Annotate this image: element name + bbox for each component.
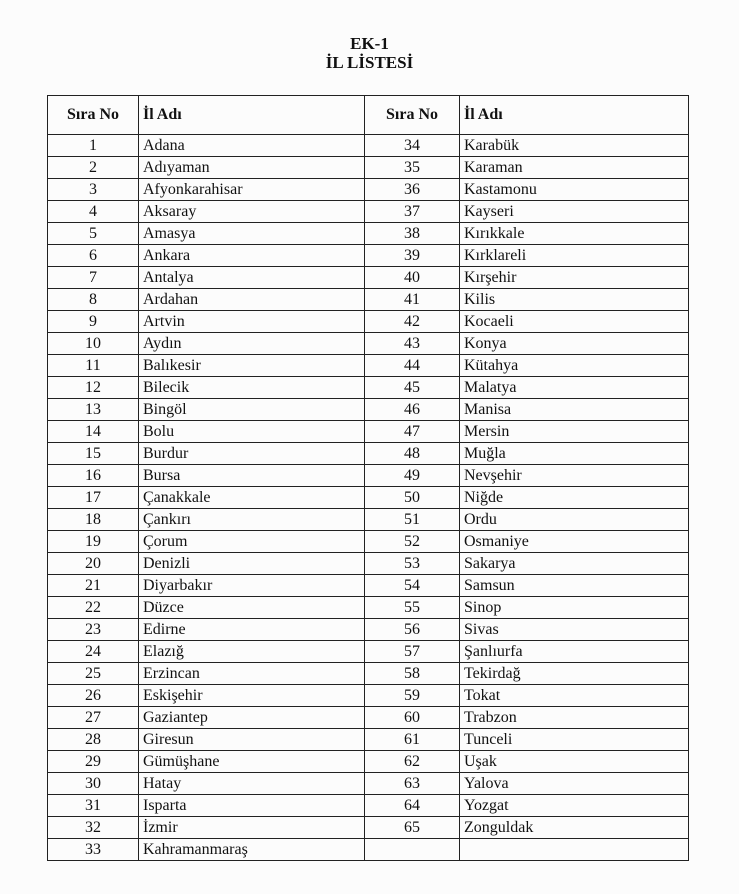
province-name-left: Ardahan	[139, 289, 365, 311]
header-order-no-right: Sıra No	[365, 96, 460, 135]
order-no-left: 6	[48, 245, 139, 267]
order-no-right: 55	[365, 597, 460, 619]
province-name-right: Kastamonu	[460, 179, 689, 201]
order-no-left: 33	[48, 839, 139, 861]
order-no-right: 41	[365, 289, 460, 311]
order-no-left: 10	[48, 333, 139, 355]
order-no-right: 35	[365, 157, 460, 179]
province-name-left: Bolu	[139, 421, 365, 443]
table-row	[48, 311, 689, 333]
order-no-left: 11	[48, 355, 139, 377]
order-no-right: 40	[365, 267, 460, 289]
province-name-right: Tokat	[460, 685, 689, 707]
header-order-no-left: Sıra No	[48, 96, 139, 135]
document-subtitle: İL LİSTESİ	[325, 53, 414, 72]
order-no-right: 46	[365, 399, 460, 421]
order-no-right	[365, 839, 460, 861]
order-no-right: 34	[365, 135, 460, 157]
province-name-right: Sinop	[460, 597, 689, 619]
province-name-right: Nevşehir	[460, 465, 689, 487]
order-no-right: 57	[365, 641, 460, 663]
province-name-right: Karaman	[460, 157, 689, 179]
order-no-right: 61	[365, 729, 460, 751]
province-name-left: Aksaray	[139, 201, 365, 223]
order-no-right: 45	[365, 377, 460, 399]
order-no-right: 44	[365, 355, 460, 377]
province-name-left: Kahramanmaraş	[139, 839, 365, 861]
order-no-left: 12	[48, 377, 139, 399]
order-no-left: 3	[48, 179, 139, 201]
order-no-right: 56	[365, 619, 460, 641]
province-name-right: Kırklareli	[460, 245, 689, 267]
province-name-right: Trabzon	[460, 707, 689, 729]
province-name-right: Kütahya	[460, 355, 689, 377]
order-no-left: 18	[48, 509, 139, 531]
province-name-right: Kilis	[460, 289, 689, 311]
order-no-right: 63	[365, 773, 460, 795]
province-name-right	[460, 839, 689, 861]
province-name-right: Niğde	[460, 487, 689, 509]
order-no-right: 58	[365, 663, 460, 685]
province-name-left: Balıkesir	[139, 355, 365, 377]
province-name-left: Çanakkale	[139, 487, 365, 509]
province-name-left: Hatay	[139, 773, 365, 795]
province-name-left: Antalya	[139, 267, 365, 289]
order-no-right: 39	[365, 245, 460, 267]
province-name-left: Elazığ	[139, 641, 365, 663]
province-name-left: Adıyaman	[139, 157, 365, 179]
province-name-right: Tunceli	[460, 729, 689, 751]
province-name-left: Edirne	[139, 619, 365, 641]
province-name-right: Sivas	[460, 619, 689, 641]
table-header	[48, 96, 689, 135]
table-row	[48, 839, 689, 861]
header-row	[48, 96, 689, 135]
order-no-right: 64	[365, 795, 460, 817]
order-no-right: 51	[365, 509, 460, 531]
table-row	[48, 355, 689, 377]
province-list-table	[47, 95, 689, 861]
document-title: EK-1	[350, 34, 389, 53]
table-row	[48, 795, 689, 817]
province-name-left: Erzincan	[139, 663, 365, 685]
table-row	[48, 597, 689, 619]
order-no-left: 19	[48, 531, 139, 553]
province-name-left: Aydın	[139, 333, 365, 355]
province-name-right: Konya	[460, 333, 689, 355]
province-name-right: Malatya	[460, 377, 689, 399]
order-no-left: 28	[48, 729, 139, 751]
province-name-left: Çankırı	[139, 509, 365, 531]
order-no-right: 37	[365, 201, 460, 223]
order-no-left: 26	[48, 685, 139, 707]
province-name-right: Kayseri	[460, 201, 689, 223]
order-no-left: 9	[48, 311, 139, 333]
province-name-left: Burdur	[139, 443, 365, 465]
order-no-right: 42	[365, 311, 460, 333]
table-row	[48, 421, 689, 443]
table-row	[48, 707, 689, 729]
table-row	[48, 377, 689, 399]
table-row	[48, 663, 689, 685]
province-name-left: Diyarbakır	[139, 575, 365, 597]
table-row	[48, 223, 689, 245]
order-no-left: 4	[48, 201, 139, 223]
order-no-right: 53	[365, 553, 460, 575]
province-name-left: Gaziantep	[139, 707, 365, 729]
province-name-left: Bursa	[139, 465, 365, 487]
order-no-right: 47	[365, 421, 460, 443]
order-no-left: 27	[48, 707, 139, 729]
header-province-name-left: İl Adı	[139, 96, 365, 135]
province-name-right: Kocaeli	[460, 311, 689, 333]
order-no-right: 62	[365, 751, 460, 773]
table-row	[48, 201, 689, 223]
order-no-right: 48	[365, 443, 460, 465]
province-name-right: Muğla	[460, 443, 689, 465]
order-no-right: 60	[365, 707, 460, 729]
order-no-left: 20	[48, 553, 139, 575]
table-row	[48, 333, 689, 355]
order-no-right: 59	[365, 685, 460, 707]
order-no-left: 32	[48, 817, 139, 839]
table-row	[48, 729, 689, 751]
province-name-left: Giresun	[139, 729, 365, 751]
order-no-left: 22	[48, 597, 139, 619]
table-row	[48, 399, 689, 421]
table-row	[48, 641, 689, 663]
province-name-right: Manisa	[460, 399, 689, 421]
table-row	[48, 465, 689, 487]
order-no-left: 13	[48, 399, 139, 421]
order-no-right: 36	[365, 179, 460, 201]
province-name-right: Yozgat	[460, 795, 689, 817]
order-no-left: 25	[48, 663, 139, 685]
order-no-left: 14	[48, 421, 139, 443]
province-name-left: Bingöl	[139, 399, 365, 421]
order-no-right: 38	[365, 223, 460, 245]
province-name-left: Denizli	[139, 553, 365, 575]
province-name-right: Tekirdağ	[460, 663, 689, 685]
table-row	[48, 267, 689, 289]
province-name-right: Yalova	[460, 773, 689, 795]
table-row	[48, 135, 689, 157]
order-no-left: 23	[48, 619, 139, 641]
order-no-left: 30	[48, 773, 139, 795]
table-row	[48, 509, 689, 531]
order-no-left: 7	[48, 267, 139, 289]
order-no-left: 15	[48, 443, 139, 465]
order-no-right: 43	[365, 333, 460, 355]
table-row	[48, 773, 689, 795]
table-row	[48, 443, 689, 465]
order-no-left: 24	[48, 641, 139, 663]
table-row	[48, 685, 689, 707]
table-row	[48, 575, 689, 597]
order-no-left: 16	[48, 465, 139, 487]
province-name-right: Uşak	[460, 751, 689, 773]
province-name-left: Gümüşhane	[139, 751, 365, 773]
province-name-right: Kırşehir	[460, 267, 689, 289]
province-name-left: Eskişehir	[139, 685, 365, 707]
province-name-right: Mersin	[460, 421, 689, 443]
order-no-left: 2	[48, 157, 139, 179]
province-name-right: Sakarya	[460, 553, 689, 575]
province-name-left: Afyonkarahisar	[139, 179, 365, 201]
table-row	[48, 487, 689, 509]
table-row	[48, 245, 689, 267]
order-no-left: 29	[48, 751, 139, 773]
table-row	[48, 531, 689, 553]
province-name-left: Bilecik	[139, 377, 365, 399]
order-no-left: 17	[48, 487, 139, 509]
order-no-right: 50	[365, 487, 460, 509]
header-province-name-right: İl Adı	[460, 96, 689, 135]
order-no-right: 54	[365, 575, 460, 597]
order-no-right: 49	[365, 465, 460, 487]
province-name-left: Isparta	[139, 795, 365, 817]
table-row	[48, 751, 689, 773]
table-row	[48, 289, 689, 311]
table-body	[48, 135, 689, 861]
order-no-left: 1	[48, 135, 139, 157]
order-no-left: 5	[48, 223, 139, 245]
province-name-right: Ordu	[460, 509, 689, 531]
province-name-left: Amasya	[139, 223, 365, 245]
province-name-right: Karabük	[460, 135, 689, 157]
province-name-right: Zonguldak	[460, 817, 689, 839]
province-name-left: Çorum	[139, 531, 365, 553]
province-name-right: Samsun	[460, 575, 689, 597]
table-row	[48, 817, 689, 839]
province-name-left: Düzce	[139, 597, 365, 619]
order-no-left: 21	[48, 575, 139, 597]
province-name-left: Artvin	[139, 311, 365, 333]
province-name-right: Osmaniye	[460, 531, 689, 553]
province-name-right: Kırıkkale	[460, 223, 689, 245]
province-name-right: Şanlıurfa	[460, 641, 689, 663]
table-row	[48, 619, 689, 641]
province-name-left: İzmir	[139, 817, 365, 839]
order-no-right: 65	[365, 817, 460, 839]
table-row	[48, 179, 689, 201]
province-name-left: Ankara	[139, 245, 365, 267]
table-row	[48, 157, 689, 179]
province-name-left: Adana	[139, 135, 365, 157]
table-row	[48, 553, 689, 575]
order-no-right: 52	[365, 531, 460, 553]
order-no-left: 31	[48, 795, 139, 817]
order-no-left: 8	[48, 289, 139, 311]
